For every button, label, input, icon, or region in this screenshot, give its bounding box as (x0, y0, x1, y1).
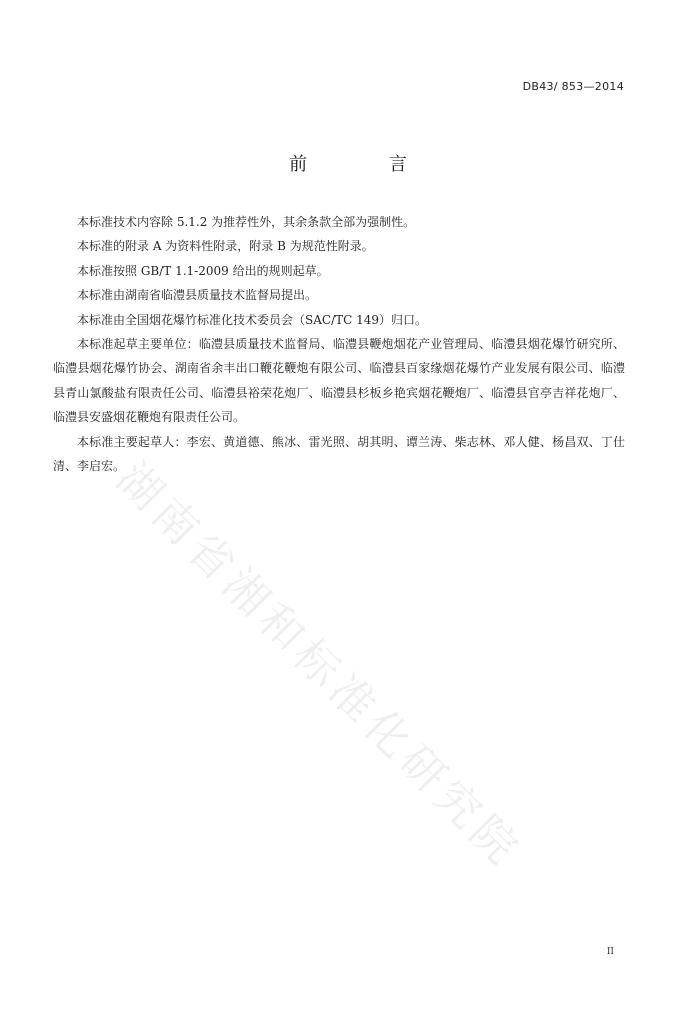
paragraph-drafting-rules: 本标准按照 GB/T 1.1-2009 给出的规则起草。 (77, 263, 329, 278)
watermark: 湖南省湘和标准化研究院 (106, 452, 532, 878)
page-number: II (606, 947, 614, 957)
paragraph-appendix: 本标准的附录 A 为资料性附录，附录 B 为规范性附录。 (77, 239, 374, 254)
paragraph-drafters: 本标准主要起草人：李宏、黄道德、熊冰、雷光照、胡其明、谭兰涛、柴志林、邓人健、杨昌双、丁仕清、李启宏。 (53, 434, 625, 474)
page-title: 前 言 (289, 154, 445, 175)
paragraph-proposer: 本标准由湖南省临澧县质量技术监督局提出。 (77, 288, 318, 303)
foreword-body (53, 210, 625, 478)
paragraph-drafting-units: 本标准起草主要单位：临澧县质量技术监督局、临澧县鞭炮烟花产业管理局、临澧县烟花爆竹研究所、临澧县烟花爆竹协会、湖南省余丰出口鞭花鞭炮有限公司、临澧县百家缘烟花爆竹产业发展有限公司、临澧县青山氯酸盐有限责任公司、临澧县裕荣花炮厂、临澧县杉板乡艳宾烟花鞭炮厂、临澧县官亭吉祥花炮厂、临澧县安盛烟花鞭炮有限责任公司。 (53, 337, 625, 425)
paragraph-committee: 本标准由全国烟花爆竹标准化技术委员会（SAC/TC 149）归口。 (77, 312, 428, 327)
standard-code: DB43/ 853—2014 (522, 80, 624, 93)
paragraph-scope: 本标准技术内容除 5.1.2 为推荐性外，其余条款全部为强制性。 (77, 215, 416, 229)
